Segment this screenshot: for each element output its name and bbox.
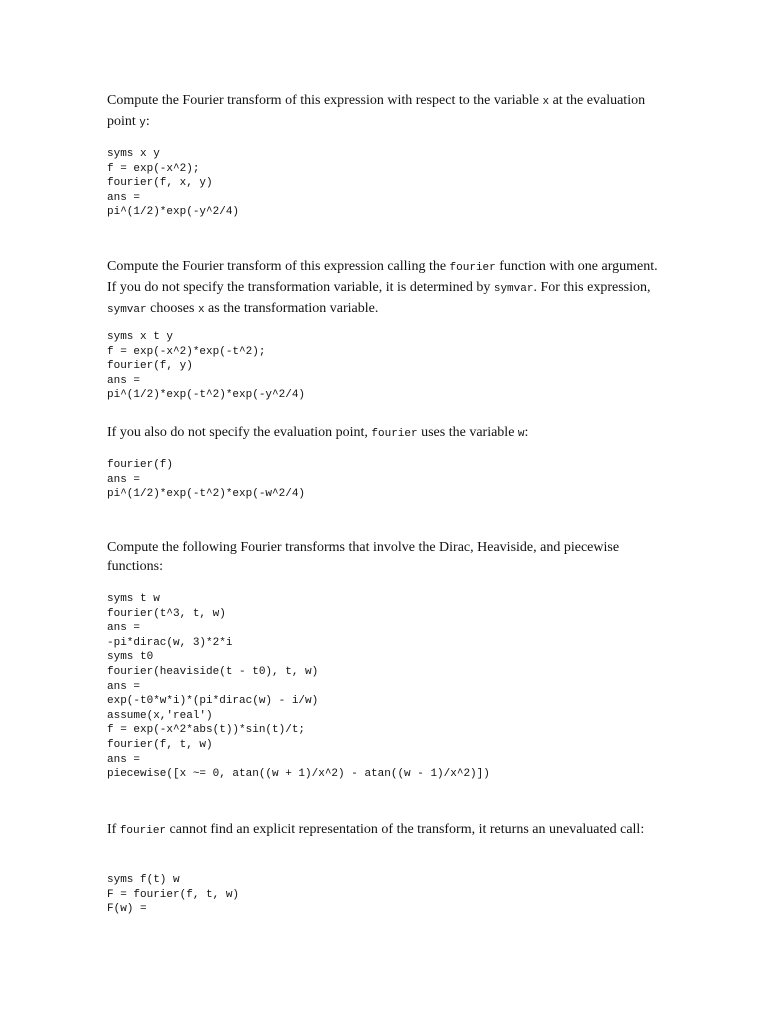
code-line: -pi*dirac(w, 3)*2*i — [107, 636, 233, 649]
code-line: fourier(f, y) — [107, 360, 193, 373]
text: : — [524, 425, 529, 440]
code-block-1 — [107, 147, 239, 220]
paragraph-one-argument — [107, 257, 667, 320]
code-line: pi^(1/2)*exp(-y^2/4) — [107, 206, 240, 219]
code-line: fourier(t^3, t, w) — [107, 607, 226, 620]
text: uses the variable — [417, 425, 518, 440]
text: cannot find an explicit representation of the transform, it returns an unevaluated call: — [166, 822, 645, 837]
inline-code-x: x — [197, 304, 205, 316]
code-line: fourier(f, t, w) — [107, 738, 213, 751]
code-line: fourier(f) — [107, 459, 174, 471]
code-line: syms t w — [107, 593, 160, 605]
text: function with one argument. If you do not specify the transformation variable, it is determined by — [107, 259, 658, 295]
inline-code-w: w — [517, 428, 525, 440]
text: Compute the Fourier transform of this expression with respect to the variable — [107, 93, 543, 108]
code-block-2 — [107, 330, 305, 403]
text: chooses — [146, 301, 198, 316]
text: Compute the following Fourier transforms that involve the Dirac, Heaviside, and piecewise functions: — [107, 540, 620, 574]
code-line: ans = — [107, 473, 141, 486]
inline-code-symvar: symvar — [107, 304, 147, 316]
inline-code-fourier: fourier — [449, 262, 496, 274]
text: at the evaluation point — [107, 93, 646, 129]
inline-code-fourier: fourier — [371, 428, 418, 440]
code-line: f = exp(-x^2); — [107, 162, 200, 175]
code-line: ans = — [107, 374, 141, 387]
text: : — [145, 114, 150, 129]
code-line: F = fourier(f, t, w) — [107, 888, 240, 901]
code-line: ans = — [107, 680, 141, 693]
paragraph-fourier-eval-point — [107, 91, 667, 133]
code-line: f = exp(-x^2)*exp(-t^2); — [107, 345, 266, 358]
text: If — [107, 822, 120, 837]
code-line: syms f(t) w — [107, 874, 180, 886]
code-line: pi^(1/2)*exp(-t^2)*exp(-y^2/4) — [107, 389, 306, 402]
code-line: fourier(heaviside(t - t0), t, w) — [107, 665, 319, 678]
code-line: syms x y — [107, 148, 160, 160]
paragraph-default-eval-point — [107, 423, 667, 444]
code-line: ans = — [107, 191, 141, 204]
code-line: syms t0 — [107, 651, 154, 664]
text: as the transformation variable. — [204, 301, 379, 316]
inline-code-x: x — [542, 96, 550, 108]
code-line: pi^(1/2)*exp(-t^2)*exp(-w^2/4) — [107, 488, 306, 501]
code-line: ans = — [107, 753, 141, 766]
code-block-4 — [107, 592, 490, 782]
text: If you also do not specify the evaluation point, — [107, 425, 372, 440]
code-block-5 — [107, 873, 239, 917]
text: . For this expression, — [533, 280, 651, 295]
code-line: piecewise([x ~= 0, atan((w + 1)/x^2) - atan((w - 1)/x^2)]) — [107, 768, 490, 781]
paragraph-dirac-heaviside — [107, 538, 667, 576]
code-block-3 — [107, 458, 305, 502]
paragraph-unevaluated-call — [107, 820, 667, 841]
code-line: exp(-t0*w*i)*(pi*dirac(w) - i/w) — [107, 695, 319, 708]
inline-code-fourier: fourier — [119, 825, 167, 837]
code-line: syms x t y — [107, 331, 174, 343]
inline-code-symvar: symvar — [493, 283, 534, 295]
code-line: ans = — [107, 622, 141, 635]
code-line: assume(x,'real') — [107, 709, 213, 722]
code-line: F(w) = — [107, 903, 147, 916]
code-line: f = exp(-x^2*abs(t))*sin(t)/t; — [107, 724, 306, 737]
code-line: fourier(f, x, y) — [107, 177, 213, 190]
inline-code-y: y — [139, 117, 146, 129]
text: Compute the Fourier transform of this expression calling the — [107, 259, 450, 274]
